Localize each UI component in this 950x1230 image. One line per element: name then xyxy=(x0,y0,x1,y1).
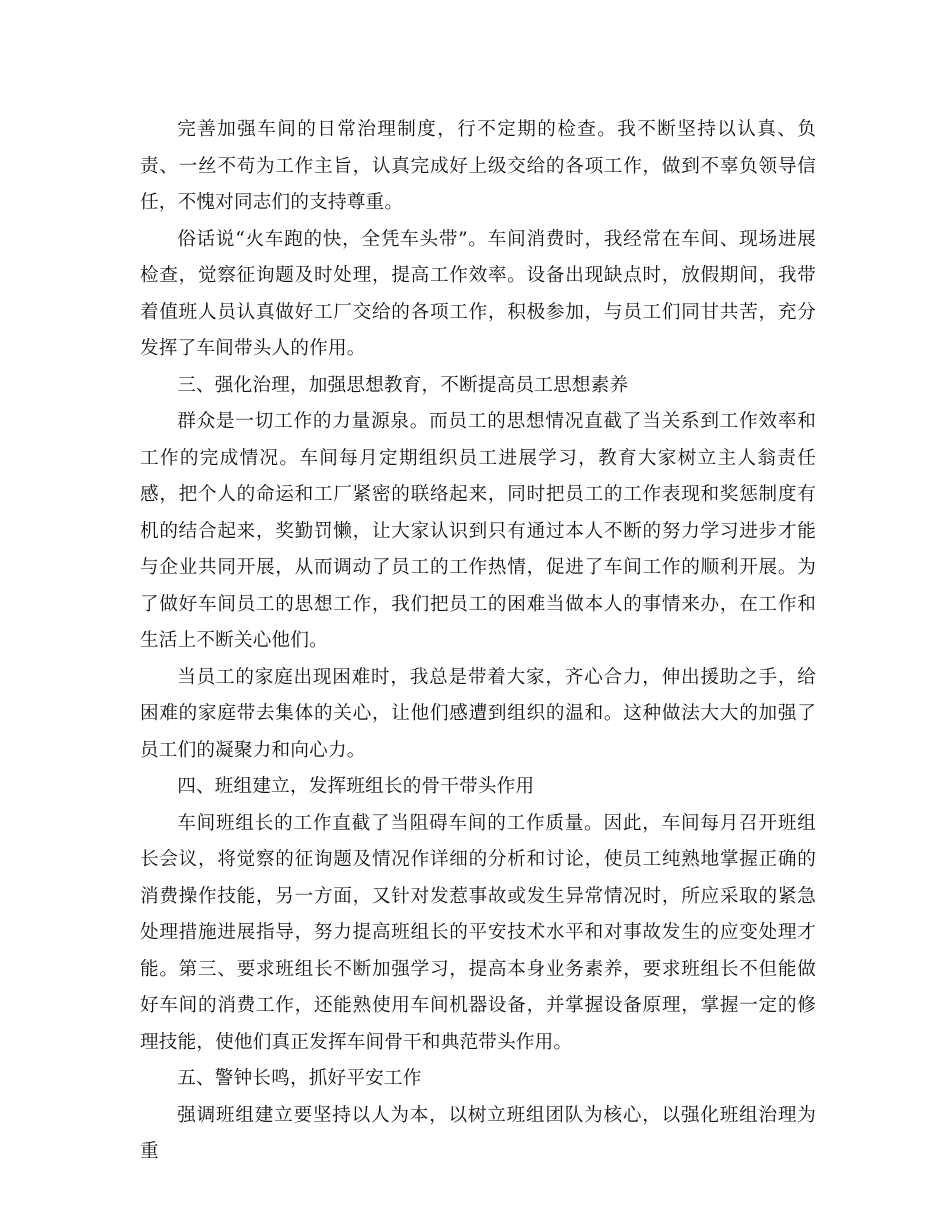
paragraph-leading-by-example: 俗话说“火车跑的快，全凭车头带”。车间消费时，我经常在车间、现场进展检查，觉察征询题及时处理，提高工作效率。设备出现缺点时，放假期间，我带着值班人员认真做好工厂交给的各项工作，积极参加，与员工们同甘共苦，充分发挥了车间带头人的作用。 xyxy=(140,228,816,359)
section-heading-four: 四、班组建立，发挥班组长的骨干带头作用 xyxy=(177,776,535,797)
section-heading-three: 三、强化治理，加强思想教育，不断提高员工思想素养 xyxy=(177,374,629,396)
paragraph-family-support: 当员工的家庭出现困难时，我总是带着大家，齐心合力，伸出援助之手，给困难的家庭带去集体的关心，让他们感遭到组织的温和。这种做法大大的加强了员工们的凝聚力和向心力。 xyxy=(140,666,816,761)
paragraph-workshop-management: 完善加强车间的日常治理制度，行不定期的检查。我不断坚持以认真、负责、一丝不苟为工作主旨，认真完成好上级交给的各项工作，做到不辜负领导信任，不愧对同志们的支持尊重。 xyxy=(140,119,816,213)
section-heading-five: 五、警钟长鸣，抓好平安工作 xyxy=(177,1068,422,1089)
paragraph-team-leaders: 车间班组长的工作直截了当阻碍车间的工作质量。因此，车间每月召开班组长会议，将觉察的征询题及情况作详细的分析和讨论，使员工纯熟地掌握正确的消费操作技能，另一方面，又针对发惹事故或发生异常情况时，所应采取的紧急处理措施进展指导，努力提高班组长的平安技术水平和对事故发生的应变处理才能。第三、要求班组长不断加强学习，提高本身业务素养，要求班组长不但能做好车间的消费工作，还能熟使用车间机器设备，并掌握设备原理，掌握一定的修理技能，使他们真正发挥车间骨干和典范带头作用。 xyxy=(140,812,816,1053)
paragraph-ideological-education: 群众是一切工作的力量源泉。而员工的思想情况直截了当关系到工作效率和工作的完成情况。车间每月定期组织员工进展学习，教育大家树立主人翁责任感，把个人的命运和工厂紧密的联络起来，同时把员工的工作表现和奖惩制度有机的结合起来，奖勤罚懒，让大家认识到只有通过本人不断的努力学习进步才能与企业共同开展，从而调动了员工的工作热情，促进了车间工作的顺利开展。为了做好车间员工的思想工作，我们把员工的困难当做本人的事情来办，在工作和生活上不断关心他们。 xyxy=(140,411,816,651)
paragraph-team-building: 强调班组建立要坚持以人为本，以树立班组团队为核心，以强化班组治理为重 xyxy=(140,1104,816,1162)
